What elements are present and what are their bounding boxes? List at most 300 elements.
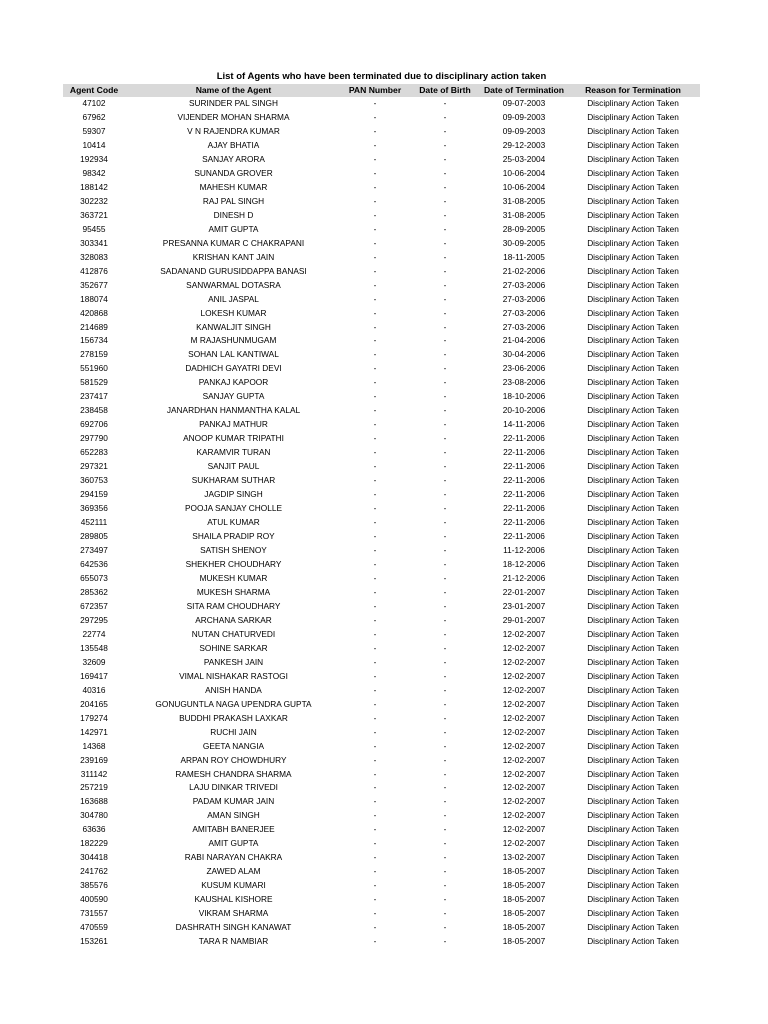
table-row	[63, 502, 700, 516]
reason-cell: Disciplinary Action Taken	[587, 111, 679, 122]
agent-name-cell: SURINDER PAL SINGH	[189, 98, 278, 108]
reason-cell: Disciplinary Action Taken	[587, 293, 679, 304]
date-of-termination-cell: 22-11-2006	[503, 475, 545, 486]
table-row	[63, 181, 700, 195]
agents-table	[63, 84, 700, 949]
date-of-termination-cell: 22-11-2006	[503, 433, 545, 444]
reason-cell: Disciplinary Action Taken	[587, 670, 679, 681]
agent-code-cell: 98342	[82, 167, 106, 178]
agent-code-cell: 304418	[80, 852, 108, 863]
reason-cell: Disciplinary Action Taken	[587, 98, 679, 108]
agent-code-cell: 385576	[80, 880, 108, 891]
table-row	[63, 516, 700, 530]
date-of-termination-cell: 18-05-2007	[502, 894, 546, 905]
date-of-birth-cell: -	[443, 712, 447, 723]
table-row	[63, 670, 700, 684]
agent-code-cell: 257219	[80, 782, 108, 793]
table-row	[63, 307, 700, 321]
pan-number-cell: -	[373, 209, 377, 220]
col-header-date-of-birth: Date of Birth	[408, 84, 482, 97]
reason-cell: Disciplinary Action Taken	[587, 908, 679, 919]
table-row	[63, 404, 700, 418]
pan-number-cell: -	[373, 349, 377, 360]
date-of-termination-cell: 27-03-2006	[502, 293, 546, 304]
agent-name-cell: GEETA NANGIA	[202, 740, 265, 751]
date-of-termination-cell: 18-05-2007	[502, 922, 546, 933]
agent-code-cell: 47102	[82, 98, 106, 108]
date-of-termination-cell: 12-02-2007	[502, 796, 546, 807]
date-of-termination-cell: 12-02-2007	[502, 656, 546, 667]
table-row	[63, 376, 700, 390]
date-of-termination-cell: 12-02-2007	[502, 726, 546, 737]
agent-name-cell: NUTAN CHATURVEDI	[191, 628, 276, 639]
agent-name-cell: ARPAN ROY CHOWDHURY	[180, 754, 287, 765]
reason-cell: Disciplinary Action Taken	[587, 237, 679, 248]
agent-code-cell: 302232	[80, 195, 108, 206]
table-row	[63, 628, 700, 642]
pan-number-cell: -	[373, 517, 377, 528]
pan-number-cell: -	[373, 572, 377, 583]
date-of-birth-cell: -	[443, 98, 447, 108]
agent-name-cell: KAUSHAL KISHORE	[194, 894, 273, 905]
reason-cell: Disciplinary Action Taken	[587, 335, 679, 346]
date-of-birth-cell: -	[443, 768, 447, 779]
agent-code-cell: 237417	[80, 391, 108, 402]
reason-cell: Disciplinary Action Taken	[587, 503, 679, 514]
agent-name-cell: PANKESH JAIN	[203, 656, 264, 667]
date-of-termination-cell: 29-01-2007	[502, 614, 546, 625]
agent-name-cell: GONUGUNTLA NAGA UPENDRA GUPTA	[155, 698, 312, 709]
agent-name-cell: ZAWED ALAM	[206, 866, 261, 877]
agent-name-cell: PADAM KUMAR JAIN	[192, 796, 275, 807]
date-of-birth-cell: -	[443, 461, 447, 472]
date-of-termination-cell: 12-02-2007	[502, 754, 546, 765]
agent-code-cell: 273497	[80, 545, 108, 555]
agent-code-cell: 369356	[80, 503, 108, 514]
table-row	[63, 726, 700, 740]
date-of-termination-cell: 12-02-2007	[502, 670, 546, 681]
reason-cell: Disciplinary Action Taken	[587, 545, 679, 555]
date-of-birth-cell: -	[443, 740, 447, 751]
reason-cell: Disciplinary Action Taken	[587, 251, 679, 262]
reason-cell: Disciplinary Action Taken	[587, 181, 679, 192]
reason-cell: Disciplinary Action Taken	[587, 558, 679, 569]
agent-name-cell: ANIL JASPAL	[208, 293, 259, 304]
header-row	[63, 84, 700, 97]
agent-name-cell: SADANAND GURUSIDDAPPA BANASI	[160, 265, 307, 276]
agent-code-cell: 179274	[80, 712, 108, 723]
date-of-birth-cell: -	[443, 391, 447, 402]
agent-code-cell: 169417	[80, 670, 108, 681]
table-row	[63, 153, 700, 167]
date-of-termination-cell: 12-02-2007	[502, 740, 546, 751]
agent-name-cell: KUSUM KUMARI	[201, 880, 266, 891]
table-row	[63, 334, 700, 348]
agent-code-cell: 652283	[80, 447, 108, 458]
date-of-termination-cell: 22-11-2006	[503, 503, 545, 514]
date-of-termination-cell: 22-11-2006	[503, 517, 545, 528]
reason-cell: Disciplinary Action Taken	[587, 824, 679, 835]
date-of-termination-cell: 12-02-2007	[502, 782, 546, 793]
agent-code-cell: 278159	[80, 349, 108, 360]
agent-code-cell: 214689	[80, 321, 108, 332]
pan-number-cell: -	[373, 419, 377, 430]
date-of-birth-cell: -	[443, 545, 447, 555]
table-row	[63, 754, 700, 768]
reason-cell: Disciplinary Action Taken	[587, 726, 679, 737]
pan-number-cell: -	[373, 936, 377, 947]
table-row	[63, 265, 700, 279]
reason-cell: Disciplinary Action Taken	[587, 852, 679, 863]
date-of-termination-cell: 30-04-2006	[502, 349, 546, 360]
date-of-birth-cell: -	[443, 349, 447, 360]
agent-name-cell: SUKHARAM SUTHAR	[191, 475, 276, 486]
date-of-termination-cell: 21-04-2006	[502, 335, 546, 346]
agent-name-cell: MAHESH KUMAR	[199, 181, 268, 192]
date-of-termination-cell: 31-08-2005	[502, 195, 546, 206]
agent-code-cell: 239169	[80, 754, 108, 765]
agent-name-cell: KANWALJIT SINGH	[196, 321, 271, 332]
table-row	[63, 837, 700, 851]
agent-code-cell: 581529	[80, 377, 108, 388]
agent-code-cell: 163688	[80, 796, 108, 807]
date-of-termination-cell: 22-11-2006	[503, 489, 545, 500]
agent-code-cell: 142971	[80, 726, 108, 737]
table-row	[63, 656, 700, 670]
agent-code-cell: 135548	[80, 642, 108, 653]
date-of-birth-cell: -	[443, 503, 447, 514]
date-of-birth-cell: -	[443, 656, 447, 667]
agent-code-cell: 412876	[80, 265, 108, 276]
table-row	[63, 572, 700, 586]
agent-code-cell: 692706	[80, 419, 108, 430]
table-row	[63, 418, 700, 432]
date-of-birth-cell: -	[443, 531, 447, 542]
pan-number-cell: -	[373, 503, 377, 514]
pan-number-cell: -	[373, 600, 377, 611]
date-of-termination-cell: 12-02-2007	[502, 838, 546, 849]
pan-number-cell: -	[373, 489, 377, 500]
date-of-birth-cell: -	[443, 167, 447, 178]
agent-name-cell: RABI NARAYAN CHAKRA	[184, 852, 283, 863]
agent-name-cell: KRISHAN KANT JAIN	[192, 251, 275, 262]
date-of-birth-cell: -	[443, 265, 447, 276]
date-of-termination-cell: 29-12-2003	[502, 139, 546, 150]
reason-cell: Disciplinary Action Taken	[587, 600, 679, 611]
date-of-termination-cell: 12-02-2007	[502, 642, 546, 653]
date-of-birth-cell: -	[443, 838, 447, 849]
date-of-birth-cell: -	[443, 125, 447, 136]
agent-name-cell: SATISH SHENOY	[200, 545, 267, 555]
agent-code-cell: 10414	[82, 139, 106, 150]
table-row	[63, 586, 700, 600]
reason-cell: Disciplinary Action Taken	[587, 489, 679, 500]
reason-cell: Disciplinary Action Taken	[587, 768, 679, 779]
date-of-termination-cell: 09-09-2003	[502, 125, 546, 136]
date-of-birth-cell: -	[443, 782, 447, 793]
table-row	[63, 642, 700, 656]
agent-code-cell: 14368	[82, 740, 106, 751]
agent-code-cell: 672357	[80, 600, 108, 611]
pan-number-cell: -	[373, 293, 377, 304]
agent-code-cell: 731557	[80, 908, 108, 919]
pan-number-cell: -	[373, 866, 377, 877]
pan-number-cell: -	[373, 852, 377, 863]
agent-name-cell: JANARDHAN HANMANTHA KALAL	[166, 405, 301, 416]
agent-name-cell: M RAJASHUNMUGAM	[190, 335, 277, 346]
agent-code-cell: 303341	[80, 237, 108, 248]
date-of-termination-cell: 12-02-2007	[502, 628, 546, 639]
date-of-birth-cell: -	[443, 153, 447, 164]
date-of-termination-cell: 25-03-2004	[502, 153, 546, 164]
date-of-termination-cell: 22-01-2007	[502, 586, 546, 597]
date-of-birth-cell: -	[443, 279, 447, 290]
table-row	[63, 768, 700, 782]
document-title: List of Agents who have been terminated due to disciplinary action taken	[216, 71, 547, 82]
pan-number-cell: -	[373, 768, 377, 779]
reason-cell: Disciplinary Action Taken	[587, 838, 679, 849]
reason-cell: Disciplinary Action Taken	[587, 377, 679, 388]
date-of-birth-cell: -	[443, 433, 447, 444]
pan-number-cell: -	[373, 726, 377, 737]
reason-cell: Disciplinary Action Taken	[587, 894, 679, 905]
date-of-termination-cell: 09-07-2003	[502, 98, 546, 108]
agent-name-cell: VIJENDER MOHAN SHARMA	[177, 111, 290, 122]
agent-code-cell: 297790	[80, 433, 108, 444]
date-of-birth-cell: -	[443, 223, 447, 234]
pan-number-cell: -	[373, 223, 377, 234]
col-header-agent-code: Agent Code	[63, 84, 125, 97]
agent-code-cell: 59307	[82, 125, 106, 136]
pan-number-cell: -	[373, 237, 377, 248]
date-of-termination-cell: 21-12-2006	[502, 572, 546, 583]
date-of-termination-cell: 12-02-2007	[502, 684, 546, 695]
agent-name-cell: SHAILA PRADIP ROY	[192, 531, 275, 542]
date-of-birth-cell: -	[443, 726, 447, 737]
agent-name-cell: PRESANNA KUMAR C CHAKRAPANI	[162, 237, 305, 248]
date-of-birth-cell: -	[443, 642, 447, 653]
date-of-birth-cell: -	[443, 572, 447, 583]
agent-code-cell: 294159	[80, 489, 108, 500]
table-row	[63, 195, 700, 209]
table-row	[63, 279, 700, 293]
reason-cell: Disciplinary Action Taken	[587, 936, 679, 947]
date-of-birth-cell: -	[443, 922, 447, 933]
reason-cell: Disciplinary Action Taken	[587, 307, 679, 318]
reason-cell: Disciplinary Action Taken	[587, 125, 679, 136]
date-of-birth-cell: -	[443, 824, 447, 835]
date-of-birth-cell: -	[443, 880, 447, 891]
pan-number-cell: -	[373, 139, 377, 150]
reason-cell: Disciplinary Action Taken	[587, 153, 679, 164]
agent-code-cell: 452111	[80, 517, 108, 528]
reason-cell: Disciplinary Action Taken	[587, 740, 679, 751]
agent-code-cell: 32609	[82, 656, 106, 667]
reason-cell: Disciplinary Action Taken	[587, 363, 679, 374]
table-row	[63, 712, 700, 726]
date-of-birth-cell: -	[443, 489, 447, 500]
agent-name-cell: RAMESH CHANDRA SHARMA	[175, 768, 292, 779]
table-row	[63, 446, 700, 460]
reason-cell: Disciplinary Action Taken	[587, 880, 679, 891]
table-row	[63, 223, 700, 237]
date-of-birth-cell: -	[443, 209, 447, 220]
pan-number-cell: -	[373, 642, 377, 653]
agent-name-cell: AMIT GUPTA	[208, 223, 259, 234]
reason-cell: Disciplinary Action Taken	[587, 167, 679, 178]
date-of-termination-cell: 18-05-2007	[502, 908, 546, 919]
pan-number-cell: -	[373, 796, 377, 807]
date-of-termination-cell: 09-09-2003	[502, 111, 546, 122]
reason-cell: Disciplinary Action Taken	[587, 866, 679, 877]
date-of-birth-cell: -	[443, 475, 447, 486]
date-of-birth-cell: -	[443, 251, 447, 262]
date-of-birth-cell: -	[443, 628, 447, 639]
agent-code-cell: 363721	[80, 209, 108, 220]
pan-number-cell: -	[373, 98, 377, 108]
date-of-termination-cell: 14-11-2006	[503, 419, 545, 430]
date-of-birth-cell: -	[443, 181, 447, 192]
agent-name-cell: JAGDIP SINGH	[204, 489, 263, 500]
agent-name-cell: AMAN SINGH	[207, 810, 260, 821]
table-row	[63, 209, 700, 223]
pan-number-cell: -	[373, 740, 377, 751]
date-of-birth-cell: -	[443, 335, 447, 346]
pan-number-cell: -	[373, 894, 377, 905]
col-header-agent-name: Name of the Agent	[125, 84, 342, 97]
date-of-birth-cell: -	[443, 111, 447, 122]
table-row	[63, 600, 700, 614]
pan-number-cell: -	[373, 153, 377, 164]
date-of-birth-cell: -	[443, 321, 447, 332]
agent-code-cell: 67962	[82, 111, 106, 122]
reason-cell: Disciplinary Action Taken	[587, 586, 679, 597]
agent-code-cell: 63636	[82, 824, 106, 835]
date-of-birth-cell: -	[443, 754, 447, 765]
pan-number-cell: -	[373, 754, 377, 765]
date-of-birth-cell: -	[443, 517, 447, 528]
pan-number-cell: -	[373, 475, 377, 486]
reason-cell: Disciplinary Action Taken	[587, 656, 679, 667]
date-of-termination-cell: 23-01-2007	[502, 600, 546, 611]
agent-name-cell: SANWARMAL DOTASRA	[186, 279, 281, 290]
agent-code-cell: 188074	[80, 293, 108, 304]
reason-cell: Disciplinary Action Taken	[587, 810, 679, 821]
pan-number-cell: -	[373, 558, 377, 569]
pan-number-cell: -	[373, 391, 377, 402]
agent-name-cell: SITA RAM CHOUDHARY	[186, 600, 281, 611]
agent-code-cell: 470559	[80, 922, 108, 933]
table-row	[63, 111, 700, 125]
date-of-termination-cell: 18-05-2007	[502, 936, 546, 947]
agent-name-cell: POOJA SANJAY CHOLLE	[185, 503, 282, 514]
agent-code-cell: 238458	[80, 405, 108, 416]
pan-number-cell: -	[373, 167, 377, 178]
pan-number-cell: -	[373, 111, 377, 122]
agent-name-cell: RUCHI JAIN	[210, 726, 257, 737]
date-of-birth-cell: -	[443, 293, 447, 304]
agent-name-cell: SOHINE SARKAR	[199, 642, 268, 653]
table-row	[63, 935, 700, 949]
table-row	[63, 237, 700, 251]
table-row	[63, 321, 700, 335]
agent-name-cell: KARAMVIR TURAN	[196, 447, 271, 458]
reason-cell: Disciplinary Action Taken	[587, 796, 679, 807]
agent-code-cell: 192934	[80, 153, 108, 164]
pan-number-cell: -	[373, 433, 377, 444]
reason-cell: Disciplinary Action Taken	[587, 139, 679, 150]
reason-cell: Disciplinary Action Taken	[587, 447, 679, 458]
reason-cell: Disciplinary Action Taken	[587, 461, 679, 472]
date-of-birth-cell: -	[443, 363, 447, 374]
date-of-termination-cell: 31-08-2005	[502, 209, 546, 220]
agent-name-cell: RAJ PAL SINGH	[202, 195, 265, 206]
agent-name-cell: AMITABH BANERJEE	[192, 824, 275, 835]
date-of-termination-cell: 27-03-2006	[502, 279, 546, 290]
agent-name-cell: VIMAL NISHAKAR RASTOGI	[179, 670, 288, 681]
reason-cell: Disciplinary Action Taken	[587, 572, 679, 583]
date-of-termination-cell: 12-02-2007	[502, 768, 546, 779]
agent-name-cell: ANISH HANDA	[205, 684, 262, 695]
reason-cell: Disciplinary Action Taken	[587, 642, 679, 653]
pan-number-cell: -	[373, 586, 377, 597]
reason-cell: Disciplinary Action Taken	[587, 698, 679, 709]
date-of-birth-cell: -	[443, 586, 447, 597]
date-of-termination-cell: 21-02-2006	[502, 265, 546, 276]
table-row	[63, 125, 700, 139]
agent-name-cell: MUKESH KUMAR	[199, 572, 268, 583]
agent-name-cell: LOKESH KUMAR	[200, 307, 267, 318]
reason-cell: Disciplinary Action Taken	[587, 922, 679, 933]
date-of-birth-cell: -	[443, 796, 447, 807]
pan-number-cell: -	[373, 908, 377, 919]
agent-code-cell: 188142	[80, 181, 108, 192]
reason-cell: Disciplinary Action Taken	[587, 531, 679, 542]
table-header	[63, 84, 700, 97]
date-of-birth-cell: -	[443, 558, 447, 569]
table-row	[63, 139, 700, 153]
reason-cell: Disciplinary Action Taken	[587, 195, 679, 206]
agent-code-cell: 551960	[80, 363, 108, 374]
date-of-birth-cell: -	[443, 307, 447, 318]
pan-number-cell: -	[373, 670, 377, 681]
reason-cell: Disciplinary Action Taken	[587, 754, 679, 765]
agent-name-cell: DASHRATH SINGH KANAWAT	[175, 922, 292, 933]
date-of-termination-cell: 18-11-2005	[503, 251, 545, 262]
pan-number-cell: -	[373, 782, 377, 793]
date-of-termination-cell: 10-06-2004	[502, 181, 546, 192]
pan-number-cell: -	[373, 880, 377, 891]
agent-name-cell: LAJU DINKAR TRIVEDI	[189, 782, 278, 793]
agent-name-cell: VIKRAM SHARMA	[198, 908, 269, 919]
reason-cell: Disciplinary Action Taken	[587, 209, 679, 220]
date-of-termination-cell: 28-09-2005	[502, 223, 546, 234]
date-of-termination-cell: 12-02-2007	[502, 810, 546, 821]
table-row	[63, 684, 700, 698]
agent-name-cell: SUNANDA GROVER	[194, 167, 273, 178]
date-of-birth-cell: -	[443, 237, 447, 248]
pan-number-cell: -	[373, 335, 377, 346]
agent-code-cell: 285362	[80, 586, 108, 597]
date-of-birth-cell: -	[443, 866, 447, 877]
date-of-birth-cell: -	[443, 684, 447, 695]
table-row	[63, 851, 700, 865]
col-header-pan-number: PAN Number	[342, 84, 408, 97]
table-row	[63, 558, 700, 572]
agent-name-cell: TARA R NAMBIAR	[198, 936, 269, 947]
table-row	[63, 823, 700, 837]
date-of-birth-cell: -	[443, 405, 447, 416]
